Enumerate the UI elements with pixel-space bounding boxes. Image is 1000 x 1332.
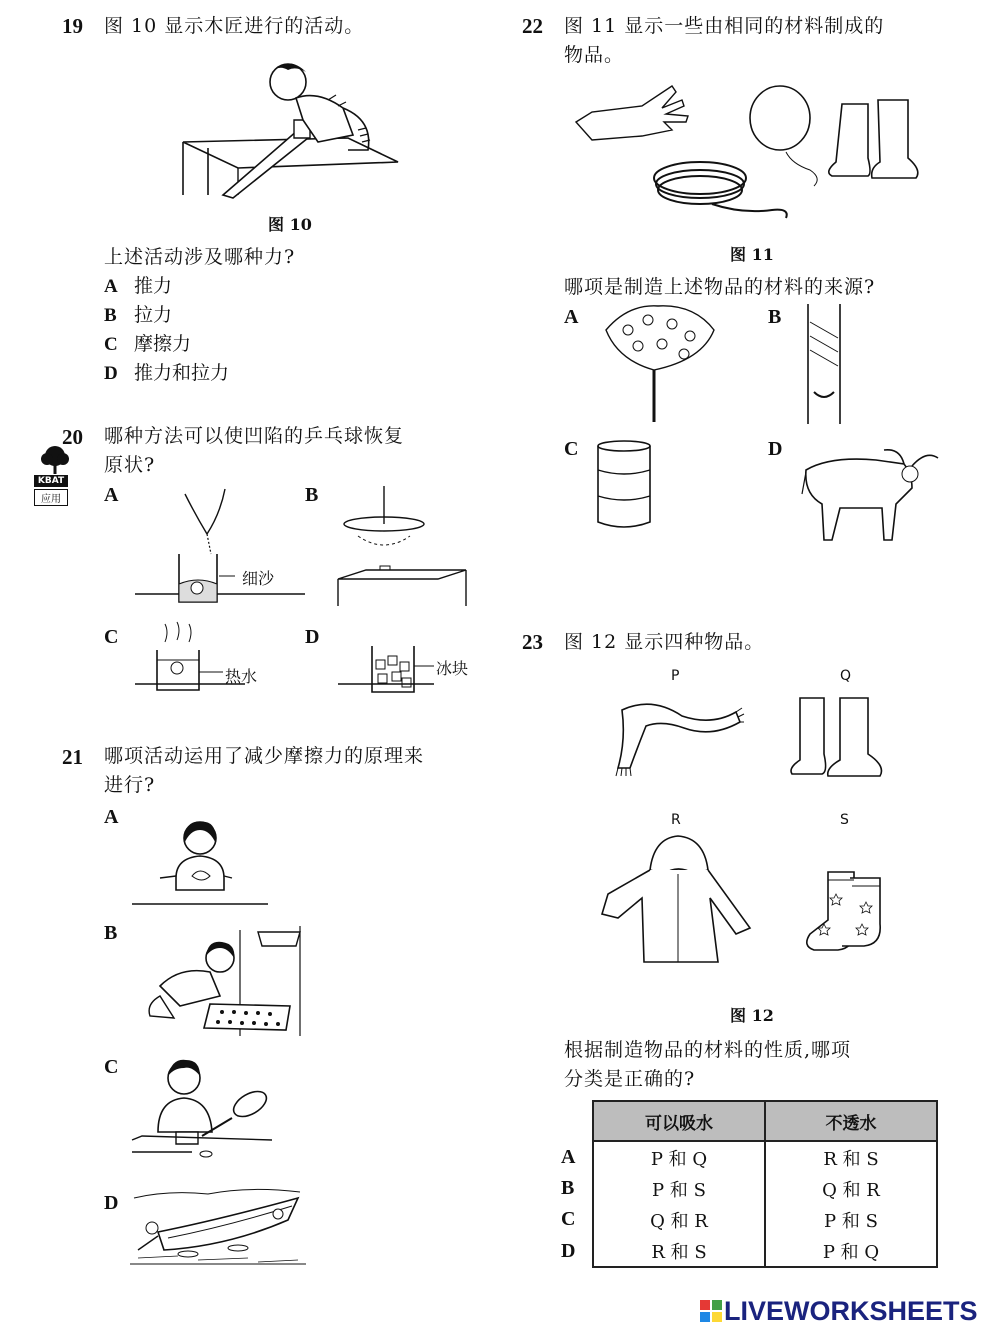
item-label-s: S: [840, 812, 849, 828]
kbat-sub-label: 应用: [34, 489, 68, 506]
q20-option-a-label: 细沙: [242, 569, 275, 588]
liveworksheets-wordmark: LIVEWORKSHEETS: [724, 1296, 978, 1326]
classification-table: [560, 1100, 938, 1268]
beaker-sand-illustration: [135, 484, 305, 609]
boat-on-rollers-illustration: [128, 1180, 308, 1272]
q22-number: 22: [522, 14, 543, 38]
table-row[interactable]: [560, 1235, 937, 1267]
table-row[interactable]: [560, 1204, 937, 1235]
q23-number: 23: [522, 630, 543, 654]
q22-stem-line1: 图 11 显示一些由相同的材料制成的: [564, 15, 885, 37]
cell-waterproof: P 和 Q: [765, 1235, 937, 1267]
q23-question-line1: 根据制造物品的材料的性质,哪项: [564, 1039, 852, 1061]
q22-option-c-letter[interactable]: C: [564, 438, 579, 460]
girl-wiping-floor-illustration: [140, 926, 305, 1038]
liveworksheets-logo[interactable]: [700, 1296, 1000, 1328]
table-row[interactable]: [560, 1141, 937, 1173]
cell-waterproof: Q 和 R: [765, 1173, 937, 1204]
cell-waterproof: R 和 S: [765, 1141, 937, 1173]
kbat-label: KBAT: [34, 475, 68, 487]
cotton-tree-illustration: [598, 300, 723, 425]
q20-number: 20: [62, 425, 83, 449]
q21-stem-line2: 进行?: [104, 774, 156, 796]
girl-washing-hands-illustration: [132, 818, 272, 910]
q20-option-c-label: 热水: [225, 667, 258, 686]
q21-option-b-letter[interactable]: B: [104, 922, 118, 944]
q19-number: 19: [62, 14, 83, 38]
row-letter: A: [561, 1145, 576, 1168]
q21-option-a-letter[interactable]: A: [104, 806, 119, 828]
q22-option-d-letter[interactable]: D: [768, 438, 783, 460]
tree-icon: [40, 445, 70, 475]
q20-option-c-letter[interactable]: C: [104, 626, 119, 648]
figure-12-caption: 图 12: [730, 1006, 774, 1025]
q21-option-c-letter[interactable]: C: [104, 1056, 119, 1078]
q19-stem: 图 10 显示木匠进行的活动。: [104, 15, 365, 37]
buffalo-illustration: [800, 444, 940, 544]
row-letter: B: [561, 1177, 575, 1199]
boy-with-racket-illustration: [132, 1052, 277, 1162]
q20-option-d-label: 冰块: [436, 659, 469, 678]
q23-stem: 图 12 显示四种物品。: [564, 631, 765, 653]
liveworksheets-blocks-icon: [700, 1300, 722, 1324]
q20-option-a-letter[interactable]: A: [104, 484, 119, 506]
rubber-tree-tapping-illustration: [800, 302, 860, 426]
q19-question: 上述活动涉及哪种力?: [104, 246, 296, 268]
q19-option-a[interactable]: A 推力: [104, 275, 173, 297]
item-label-q: Q: [840, 668, 852, 684]
figure-11-caption: 图 11: [730, 245, 774, 264]
scarf-illustration: [612, 696, 744, 780]
q22-option-b-letter[interactable]: B: [768, 306, 782, 328]
carpenter-sawing-illustration: [178, 50, 403, 200]
q22-option-a-letter[interactable]: A: [564, 306, 579, 328]
q22-question: 哪项是制造上述物品的材料的来源?: [564, 276, 876, 298]
q20-stem-line2: 原状?: [104, 454, 156, 476]
header-absorb-water: 可以吸水: [593, 1101, 765, 1141]
item-label-p: P: [671, 668, 680, 684]
header-waterproof: 不透水: [765, 1101, 937, 1141]
figure-10-caption: 图 10: [268, 215, 312, 234]
item-label-r: R: [671, 812, 681, 828]
q21-number: 21: [62, 745, 83, 769]
row-letter: C: [561, 1208, 576, 1230]
cell-absorb: P 和 S: [593, 1173, 765, 1204]
q23-question-line2: 分类是正确的?: [564, 1068, 696, 1090]
raincoat-illustration: [598, 834, 758, 969]
table-row[interactable]: [560, 1173, 937, 1204]
rubber-items-illustration: [572, 82, 932, 232]
q21-stem-line1: 哪项活动运用了减少摩擦力的原理来: [104, 745, 425, 767]
fan-heat-illustration: [338, 484, 468, 609]
cell-absorb: Q 和 R: [593, 1204, 765, 1235]
cell-waterproof: P 和 S: [765, 1204, 937, 1235]
q19-option-d[interactable]: D 推力和拉力: [104, 362, 230, 384]
row-letter: D: [561, 1239, 576, 1262]
q20-option-d-letter[interactable]: D: [305, 626, 320, 648]
q20-option-b-letter[interactable]: B: [305, 484, 319, 506]
q21-option-d-letter[interactable]: D: [104, 1192, 119, 1214]
socks-illustration: [800, 868, 890, 954]
oil-barrel-illustration: [596, 440, 656, 530]
q22-stem-line2: 物品。: [564, 44, 625, 66]
cell-absorb: P 和 Q: [593, 1141, 765, 1173]
classification-table-wrapper: [560, 1100, 938, 1268]
q20-stem-line1: 哪种方法可以使凹陷的乒乓球恢复: [104, 425, 405, 447]
q19-option-b[interactable]: B 拉力: [104, 304, 173, 326]
q19-option-c[interactable]: C 摩擦力: [104, 333, 192, 355]
q19-options: [104, 272, 229, 388]
rain-boots-illustration: [788, 694, 888, 780]
cell-absorb: R 和 S: [593, 1235, 765, 1267]
